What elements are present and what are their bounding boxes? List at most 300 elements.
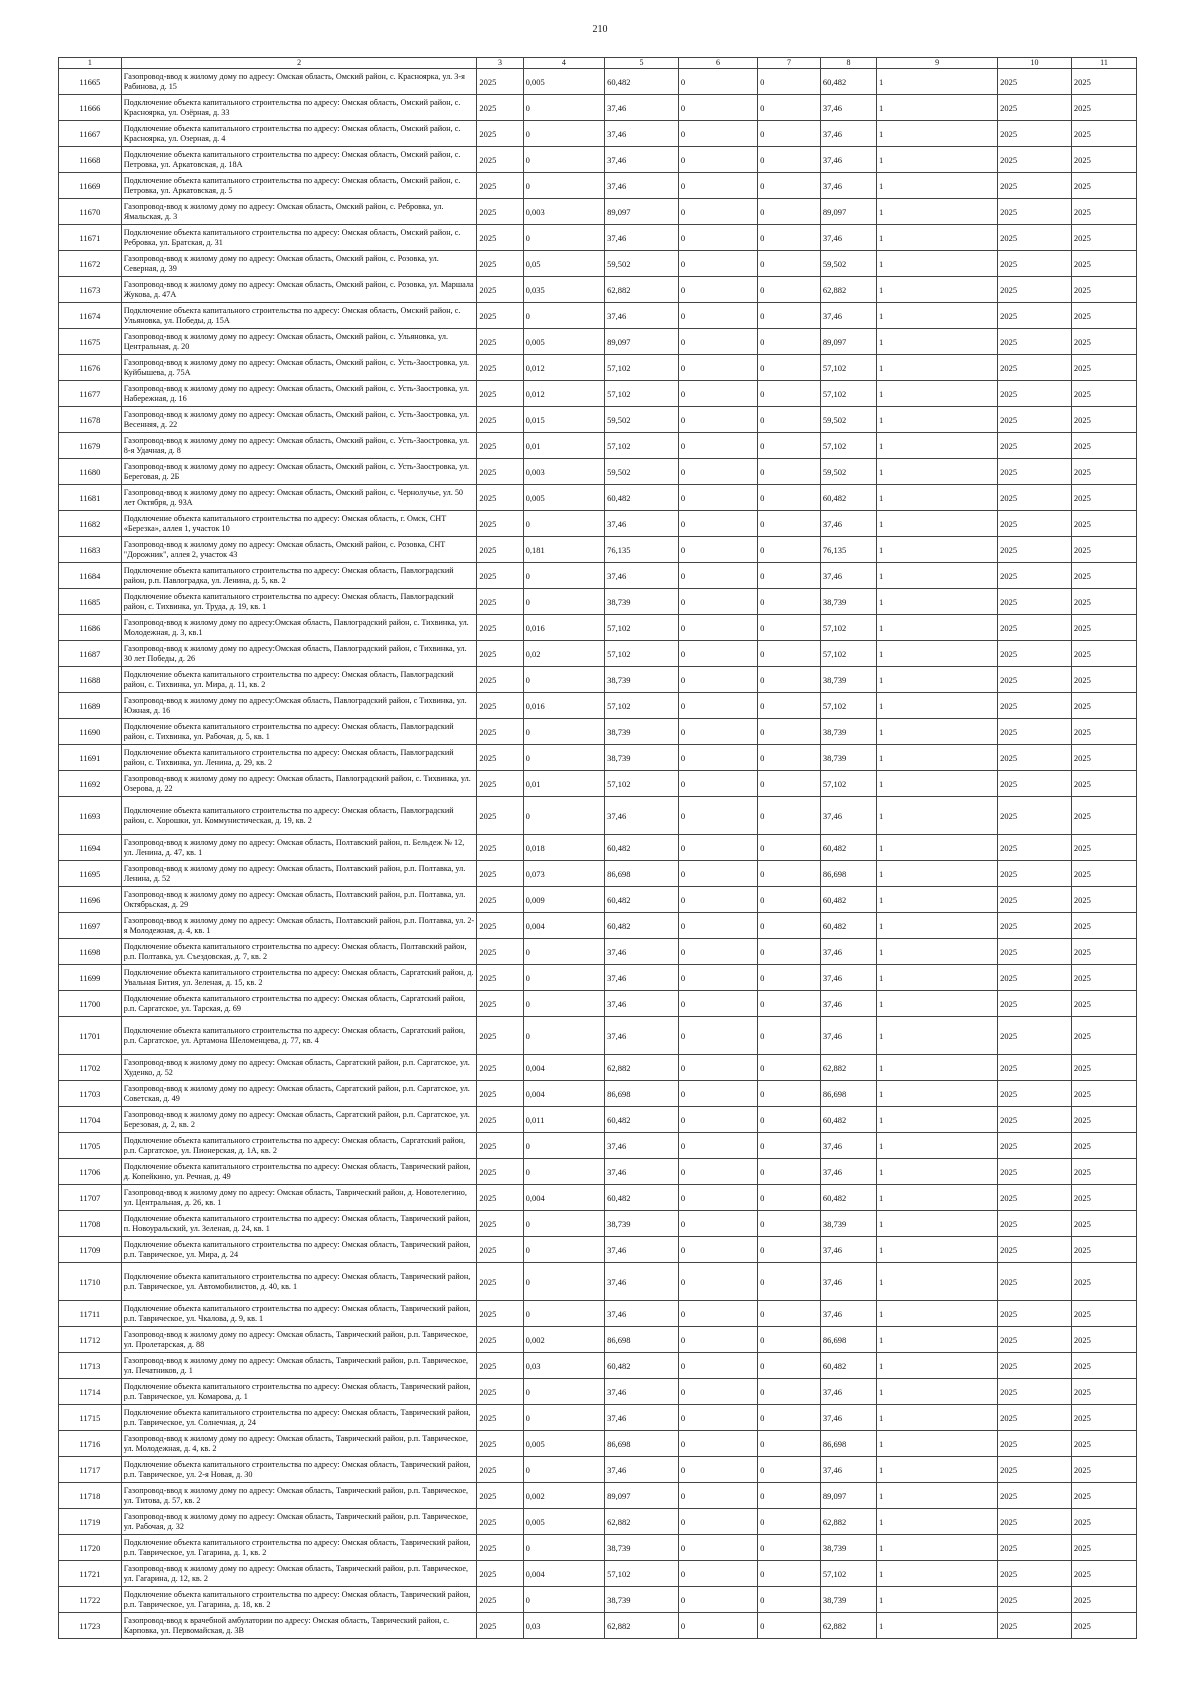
value-cell: 59,502 xyxy=(605,407,679,433)
value-cell: 0 xyxy=(523,1379,604,1405)
value-cell: 2025 xyxy=(998,303,1072,329)
row-number-cell: 11698 xyxy=(59,939,122,965)
value-cell: 2025 xyxy=(477,173,523,199)
value-cell: 1 xyxy=(877,1561,998,1587)
description-cell: Газопровод-ввод к жилому дому по адресу: Омская область, Омский район, с. Усть-Заостровка, ул. Набережная, д. 16 xyxy=(121,381,477,407)
value-cell: 0,004 xyxy=(523,1055,604,1081)
value-cell: 0 xyxy=(758,147,821,173)
row-number-cell: 11682 xyxy=(59,511,122,537)
value-cell: 2025 xyxy=(1071,641,1136,667)
value-cell: 2025 xyxy=(477,1301,523,1327)
value-cell: 2025 xyxy=(998,641,1072,667)
table-row xyxy=(59,615,1137,641)
value-cell: 0,004 xyxy=(523,913,604,939)
value-cell: 2025 xyxy=(1071,1263,1136,1301)
value-cell: 2025 xyxy=(998,1379,1072,1405)
value-cell: 0 xyxy=(523,745,604,771)
value-cell: 0 xyxy=(678,887,757,913)
column-header: 1 xyxy=(59,58,122,69)
value-cell: 60,482 xyxy=(605,1353,679,1379)
description-cell: Газопровод-ввод к врачебной амбулатории по адресу: Омская область, Таврический район, с. Карповка, ул. Первомайская, д. 3В xyxy=(121,1613,477,1639)
value-cell: 0 xyxy=(523,1017,604,1055)
row-number-cell: 11688 xyxy=(59,667,122,693)
value-cell: 1 xyxy=(877,1237,998,1263)
row-number-cell: 11719 xyxy=(59,1509,122,1535)
value-cell: 2025 xyxy=(1071,121,1136,147)
table-row xyxy=(59,69,1137,95)
value-cell: 37,46 xyxy=(605,1301,679,1327)
value-cell: 2025 xyxy=(477,991,523,1017)
row-number-cell: 11697 xyxy=(59,913,122,939)
row-number-cell: 11699 xyxy=(59,965,122,991)
value-cell: 0,004 xyxy=(523,1081,604,1107)
value-cell: 62,882 xyxy=(605,277,679,303)
value-cell: 59,502 xyxy=(605,251,679,277)
row-number-cell: 11666 xyxy=(59,95,122,121)
row-number-cell: 11707 xyxy=(59,1185,122,1211)
value-cell: 60,482 xyxy=(820,835,876,861)
value-cell: 2025 xyxy=(477,589,523,615)
value-cell: 0 xyxy=(678,1535,757,1561)
value-cell: 0,01 xyxy=(523,771,604,797)
value-cell: 0 xyxy=(678,1211,757,1237)
value-cell: 0 xyxy=(523,511,604,537)
value-cell: 57,102 xyxy=(820,641,876,667)
value-cell: 0 xyxy=(678,1237,757,1263)
value-cell: 57,102 xyxy=(820,433,876,459)
value-cell: 60,482 xyxy=(605,835,679,861)
page-number: 210 xyxy=(592,24,608,35)
value-cell: 86,698 xyxy=(605,1081,679,1107)
value-cell: 2025 xyxy=(998,1017,1072,1055)
value-cell: 2025 xyxy=(1071,251,1136,277)
value-cell: 37,46 xyxy=(820,1379,876,1405)
value-cell: 0 xyxy=(758,641,821,667)
value-cell: 0 xyxy=(523,1263,604,1301)
row-number-cell: 11718 xyxy=(59,1483,122,1509)
value-cell: 2025 xyxy=(1071,771,1136,797)
column-header: 9 xyxy=(877,58,998,69)
column-header: 10 xyxy=(998,58,1072,69)
value-cell: 2025 xyxy=(477,563,523,589)
table-row xyxy=(59,511,1137,537)
value-cell: 0 xyxy=(678,641,757,667)
value-cell: 57,102 xyxy=(820,381,876,407)
value-cell: 1 xyxy=(877,277,998,303)
value-cell: 2025 xyxy=(998,537,1072,563)
description-cell: Подключение объекта капитального строительства по адресу: Омская область, Таврический район, р.п. Таврическое, ул. Гагарина, д. 18, кв. 2 xyxy=(121,1587,477,1613)
value-cell: 57,102 xyxy=(605,771,679,797)
value-cell: 2025 xyxy=(998,1211,1072,1237)
value-cell: 2025 xyxy=(998,1535,1072,1561)
row-number-cell: 11676 xyxy=(59,355,122,381)
description-cell: Подключение объекта капитального строительства по адресу: Омская область, Таврический район, р.п. Таврическое, ул. Солнечная, д. 24 xyxy=(121,1405,477,1431)
description-cell: Подключение объекта капитального строительства по адресу: Омская область, Павлоградский район, с. Тихвинка, ул. Мира, д. 11, кв. 2 xyxy=(121,667,477,693)
value-cell: 2025 xyxy=(998,1159,1072,1185)
table-row xyxy=(59,641,1137,667)
value-cell: 38,739 xyxy=(605,745,679,771)
value-cell: 2025 xyxy=(1071,199,1136,225)
value-cell: 37,46 xyxy=(605,1159,679,1185)
value-cell: 2025 xyxy=(998,939,1072,965)
value-cell: 2025 xyxy=(998,1613,1072,1639)
value-cell: 2025 xyxy=(1071,1535,1136,1561)
value-cell: 2025 xyxy=(1071,667,1136,693)
value-cell: 2025 xyxy=(1071,1185,1136,1211)
value-cell: 57,102 xyxy=(820,615,876,641)
row-number-cell: 11678 xyxy=(59,407,122,433)
value-cell: 2025 xyxy=(998,1055,1072,1081)
value-cell: 0 xyxy=(758,1431,821,1457)
value-cell: 0 xyxy=(758,1107,821,1133)
value-cell: 57,102 xyxy=(605,355,679,381)
value-cell: 2025 xyxy=(477,1327,523,1353)
table-row xyxy=(59,939,1137,965)
value-cell: 0,035 xyxy=(523,277,604,303)
data-table xyxy=(58,57,1137,1639)
description-cell: Подключение объекта капитального строительства по адресу: Омская область, Омский район, с. Петровка, ул. Аркатовская, д. 5 xyxy=(121,173,477,199)
value-cell: 0 xyxy=(678,459,757,485)
table-row xyxy=(59,355,1137,381)
value-cell: 2025 xyxy=(1071,745,1136,771)
row-number-cell: 11701 xyxy=(59,1017,122,1055)
value-cell: 2025 xyxy=(477,1263,523,1301)
value-cell: 2025 xyxy=(998,69,1072,95)
table-row xyxy=(59,303,1137,329)
value-cell: 37,46 xyxy=(820,1017,876,1055)
value-cell: 2025 xyxy=(998,861,1072,887)
value-cell: 2025 xyxy=(1071,1379,1136,1405)
description-cell: Газопровод-ввод к жилому дому по адресу:Омская область, Павлоградский район, с Тихвинка, ул. 30 лет Победы, д. 26 xyxy=(121,641,477,667)
value-cell: 2025 xyxy=(998,407,1072,433)
value-cell: 60,482 xyxy=(820,1185,876,1211)
value-cell: 2025 xyxy=(998,1509,1072,1535)
value-cell: 2025 xyxy=(477,511,523,537)
value-cell: 0 xyxy=(758,173,821,199)
table-row xyxy=(59,225,1137,251)
value-cell: 37,46 xyxy=(605,797,679,835)
value-cell: 2025 xyxy=(1071,1237,1136,1263)
table-row xyxy=(59,277,1137,303)
value-cell: 0 xyxy=(678,1133,757,1159)
value-cell: 1 xyxy=(877,913,998,939)
value-cell: 0 xyxy=(758,719,821,745)
table-row xyxy=(59,407,1137,433)
description-cell: Газопровод-ввод к жилому дому по адресу: Омская область, Омский район, с. Чернолучье, ул. 50 лет Октября, д. 93А xyxy=(121,485,477,511)
value-cell: 0,181 xyxy=(523,537,604,563)
value-cell: 0 xyxy=(758,991,821,1017)
table-row xyxy=(59,1561,1137,1587)
table-row xyxy=(59,1353,1137,1379)
value-cell: 0 xyxy=(523,1211,604,1237)
value-cell: 0 xyxy=(678,1483,757,1509)
value-cell: 2025 xyxy=(1071,381,1136,407)
value-cell: 2025 xyxy=(998,121,1072,147)
value-cell: 2025 xyxy=(998,251,1072,277)
row-number-cell: 11706 xyxy=(59,1159,122,1185)
value-cell: 62,882 xyxy=(820,1509,876,1535)
value-cell: 2025 xyxy=(1071,1457,1136,1483)
value-cell: 2025 xyxy=(477,667,523,693)
value-cell: 0,002 xyxy=(523,1483,604,1509)
value-cell: 0 xyxy=(678,1509,757,1535)
value-cell: 1 xyxy=(877,835,998,861)
value-cell: 60,482 xyxy=(820,69,876,95)
value-cell: 2025 xyxy=(477,1379,523,1405)
column-header: 6 xyxy=(678,58,757,69)
value-cell: 1 xyxy=(877,69,998,95)
value-cell: 37,46 xyxy=(605,95,679,121)
value-cell: 0 xyxy=(678,329,757,355)
value-cell: 37,46 xyxy=(820,939,876,965)
value-cell: 37,46 xyxy=(605,1457,679,1483)
description-cell: Газопровод-ввод к жилому дому по адресу: Омская область, Полтавский район, р.п. Полтавка, ул. Ленина, д. 52 xyxy=(121,861,477,887)
value-cell: 1 xyxy=(877,1613,998,1639)
value-cell: 1 xyxy=(877,1535,998,1561)
value-cell: 2025 xyxy=(1071,173,1136,199)
value-cell: 2025 xyxy=(477,861,523,887)
value-cell: 0 xyxy=(758,1133,821,1159)
value-cell: 0 xyxy=(758,1379,821,1405)
value-cell: 62,882 xyxy=(820,277,876,303)
value-cell: 1 xyxy=(877,589,998,615)
table-row xyxy=(59,433,1137,459)
value-cell: 0 xyxy=(523,1405,604,1431)
table-row xyxy=(59,251,1137,277)
value-cell: 0 xyxy=(678,277,757,303)
value-cell: 0 xyxy=(758,69,821,95)
value-cell: 0 xyxy=(678,771,757,797)
table-row xyxy=(59,1379,1137,1405)
value-cell: 0,005 xyxy=(523,485,604,511)
value-cell: 2025 xyxy=(998,1457,1072,1483)
value-cell: 0 xyxy=(758,1483,821,1509)
table-row xyxy=(59,589,1137,615)
value-cell: 0 xyxy=(758,1587,821,1613)
description-cell: Подключение объекта капитального строительства по адресу: Омская область, Омский район, с. Ульяновка, ул. Победы, д. 15А xyxy=(121,303,477,329)
row-number-cell: 11686 xyxy=(59,615,122,641)
value-cell: 2025 xyxy=(1071,1587,1136,1613)
value-cell: 2025 xyxy=(998,887,1072,913)
value-cell: 0 xyxy=(758,511,821,537)
value-cell: 1 xyxy=(877,329,998,355)
table-row xyxy=(59,1535,1137,1561)
value-cell: 2025 xyxy=(998,1483,1072,1509)
value-cell: 1 xyxy=(877,1483,998,1509)
table-row xyxy=(59,1509,1137,1535)
value-cell: 1 xyxy=(877,1159,998,1185)
description-cell: Газопровод-ввод к жилому дому по адресу: Омская область, Омский район, с. Усть-Заостровка, ул. Куйбышева, д. 75А xyxy=(121,355,477,381)
description-cell: Газопровод-ввод к жилому дому по адресу: Омская область, Омский район, с. Розовка, ул. Северная, д. 39 xyxy=(121,251,477,277)
value-cell: 2025 xyxy=(1071,277,1136,303)
value-cell: 0 xyxy=(523,667,604,693)
value-cell: 0 xyxy=(678,1159,757,1185)
value-cell: 38,739 xyxy=(820,1535,876,1561)
value-cell: 1 xyxy=(877,965,998,991)
value-cell: 38,739 xyxy=(605,589,679,615)
value-cell: 0,005 xyxy=(523,1431,604,1457)
value-cell: 37,46 xyxy=(605,1405,679,1431)
row-number-cell: 11721 xyxy=(59,1561,122,1587)
value-cell: 2025 xyxy=(1071,835,1136,861)
value-cell: 0 xyxy=(678,1185,757,1211)
value-cell: 37,46 xyxy=(605,991,679,1017)
value-cell: 0 xyxy=(678,861,757,887)
value-cell: 0 xyxy=(678,745,757,771)
value-cell: 0 xyxy=(758,771,821,797)
value-cell: 2025 xyxy=(998,199,1072,225)
value-cell: 38,739 xyxy=(605,719,679,745)
row-number-cell: 11690 xyxy=(59,719,122,745)
value-cell: 2025 xyxy=(477,1457,523,1483)
value-cell: 2025 xyxy=(998,95,1072,121)
value-cell: 60,482 xyxy=(605,1107,679,1133)
value-cell: 38,739 xyxy=(605,1535,679,1561)
value-cell: 89,097 xyxy=(605,199,679,225)
description-cell: Подключение объекта капитального строительства по адресу: Омская область, Таврический район, р.п. Таврическое, ул. Комарова, д. 1 xyxy=(121,1379,477,1405)
value-cell: 1 xyxy=(877,641,998,667)
table-row xyxy=(59,1263,1137,1301)
row-number-cell: 11667 xyxy=(59,121,122,147)
value-cell: 1 xyxy=(877,991,998,1017)
value-cell: 2025 xyxy=(1071,1483,1136,1509)
value-cell: 0 xyxy=(758,303,821,329)
description-cell: Подключение объекта капитального строительства по адресу: Омская область, Омский район, с. Красноярка, ул. Озерная, д. 4 xyxy=(121,121,477,147)
value-cell: 1 xyxy=(877,745,998,771)
row-number-cell: 11723 xyxy=(59,1613,122,1639)
table-row xyxy=(59,173,1137,199)
value-cell: 1 xyxy=(877,1185,998,1211)
value-cell: 0 xyxy=(523,147,604,173)
value-cell: 37,46 xyxy=(820,303,876,329)
value-cell: 0 xyxy=(523,719,604,745)
value-cell: 1 xyxy=(877,1379,998,1405)
value-cell: 1 xyxy=(877,355,998,381)
value-cell: 0 xyxy=(758,1081,821,1107)
value-cell: 0,018 xyxy=(523,835,604,861)
value-cell: 57,102 xyxy=(605,433,679,459)
row-number-cell: 11716 xyxy=(59,1431,122,1457)
value-cell: 2025 xyxy=(477,1561,523,1587)
value-cell: 0 xyxy=(758,1327,821,1353)
table-row xyxy=(59,147,1137,173)
description-cell: Газопровод-ввод к жилому дому по адресу: Омская область, Павлоградский район, с. Тихвинка, ул. Озерова, д. 22 xyxy=(121,771,477,797)
value-cell: 1 xyxy=(877,511,998,537)
value-cell: 0 xyxy=(678,939,757,965)
value-cell: 89,097 xyxy=(605,329,679,355)
value-cell: 2025 xyxy=(998,459,1072,485)
value-cell: 2025 xyxy=(477,887,523,913)
value-cell: 1 xyxy=(877,693,998,719)
value-cell: 2025 xyxy=(1071,485,1136,511)
value-cell: 1 xyxy=(877,1055,998,1081)
value-cell: 0 xyxy=(758,1237,821,1263)
description-cell: Подключение объекта капитального строительства по адресу: Омская область, Таврический район, р.п. Таврическое, ул. Гагарина, д. 1, кв. 2 xyxy=(121,1535,477,1561)
value-cell: 0 xyxy=(678,563,757,589)
row-number-cell: 11680 xyxy=(59,459,122,485)
value-cell: 37,46 xyxy=(820,991,876,1017)
value-cell: 0,005 xyxy=(523,69,604,95)
value-cell: 1 xyxy=(877,719,998,745)
value-cell: 0,005 xyxy=(523,329,604,355)
value-cell: 38,739 xyxy=(605,1211,679,1237)
value-cell: 2025 xyxy=(1071,1159,1136,1185)
value-cell: 2025 xyxy=(1071,1405,1136,1431)
description-cell: Подключение объекта капитального строительства по адресу: Омская область, Таврический район, п. Новоуральский, ул. Зеленая, д. 24, кв. 1 xyxy=(121,1211,477,1237)
value-cell: 0 xyxy=(758,965,821,991)
description-cell: Газопровод-ввод к жилому дому по адресу: Омская область, Омский район, с. Ребровка, ул. Ямальская, д. 3 xyxy=(121,199,477,225)
value-cell: 89,097 xyxy=(820,329,876,355)
value-cell: 0 xyxy=(678,511,757,537)
description-cell: Газопровод-ввод к жилому дому по адресу: Омская область, Таврический район, р.п. Таврическое, ул. Печатников, д. 1 xyxy=(121,1353,477,1379)
value-cell: 37,46 xyxy=(605,965,679,991)
value-cell: 2025 xyxy=(477,965,523,991)
value-cell: 1 xyxy=(877,459,998,485)
value-cell: 2025 xyxy=(1071,407,1136,433)
description-cell: Подключение объекта капитального строительства по адресу: Омская область, Полтавский район, р.п. Полтавка, ул. Съездовская, д. 7, кв. 2 xyxy=(121,939,477,965)
value-cell: 0 xyxy=(758,329,821,355)
value-cell: 0 xyxy=(678,485,757,511)
value-cell: 1 xyxy=(877,225,998,251)
value-cell: 37,46 xyxy=(820,965,876,991)
value-cell: 0 xyxy=(758,797,821,835)
value-cell: 2025 xyxy=(1071,537,1136,563)
value-cell: 1 xyxy=(877,173,998,199)
table-row xyxy=(59,1301,1137,1327)
value-cell: 57,102 xyxy=(605,1561,679,1587)
value-cell: 0 xyxy=(678,693,757,719)
description-cell: Газопровод-ввод к жилому дому по адресу: Омская область, Омский район, с. Ульяновка, ул. Центральная, д. 20 xyxy=(121,329,477,355)
value-cell: 0 xyxy=(678,1263,757,1301)
value-cell: 2025 xyxy=(1071,1353,1136,1379)
value-cell: 0 xyxy=(678,433,757,459)
row-number-cell: 11708 xyxy=(59,1211,122,1237)
value-cell: 2025 xyxy=(998,667,1072,693)
value-cell: 2025 xyxy=(998,225,1072,251)
table-row xyxy=(59,537,1137,563)
value-cell: 0 xyxy=(678,913,757,939)
row-number-cell: 11675 xyxy=(59,329,122,355)
value-cell: 0 xyxy=(758,615,821,641)
value-cell: 59,502 xyxy=(605,459,679,485)
value-cell: 0 xyxy=(678,537,757,563)
description-cell: Газопровод-ввод к жилому дому по адресу: Омская область, Таврический район, р.п. Таврическое, ул. Рабочая, д. 32 xyxy=(121,1509,477,1535)
value-cell: 0 xyxy=(678,69,757,95)
value-cell: 0 xyxy=(678,1587,757,1613)
table-row xyxy=(59,459,1137,485)
value-cell: 0 xyxy=(758,121,821,147)
value-cell: 37,46 xyxy=(820,563,876,589)
value-cell: 0 xyxy=(758,1185,821,1211)
value-cell: 57,102 xyxy=(820,693,876,719)
row-number-cell: 11714 xyxy=(59,1379,122,1405)
value-cell: 60,482 xyxy=(820,887,876,913)
value-cell: 62,882 xyxy=(820,1613,876,1639)
value-cell: 1 xyxy=(877,1327,998,1353)
row-number-cell: 11709 xyxy=(59,1237,122,1263)
value-cell: 2025 xyxy=(477,835,523,861)
table-row xyxy=(59,1017,1137,1055)
value-cell: 2025 xyxy=(1071,1017,1136,1055)
value-cell: 1 xyxy=(877,1211,998,1237)
table-row xyxy=(59,1211,1137,1237)
value-cell: 38,739 xyxy=(605,667,679,693)
value-cell: 0 xyxy=(523,1237,604,1263)
value-cell: 2025 xyxy=(998,511,1072,537)
value-cell: 60,482 xyxy=(820,485,876,511)
value-cell: 1 xyxy=(877,407,998,433)
value-cell: 0 xyxy=(678,835,757,861)
